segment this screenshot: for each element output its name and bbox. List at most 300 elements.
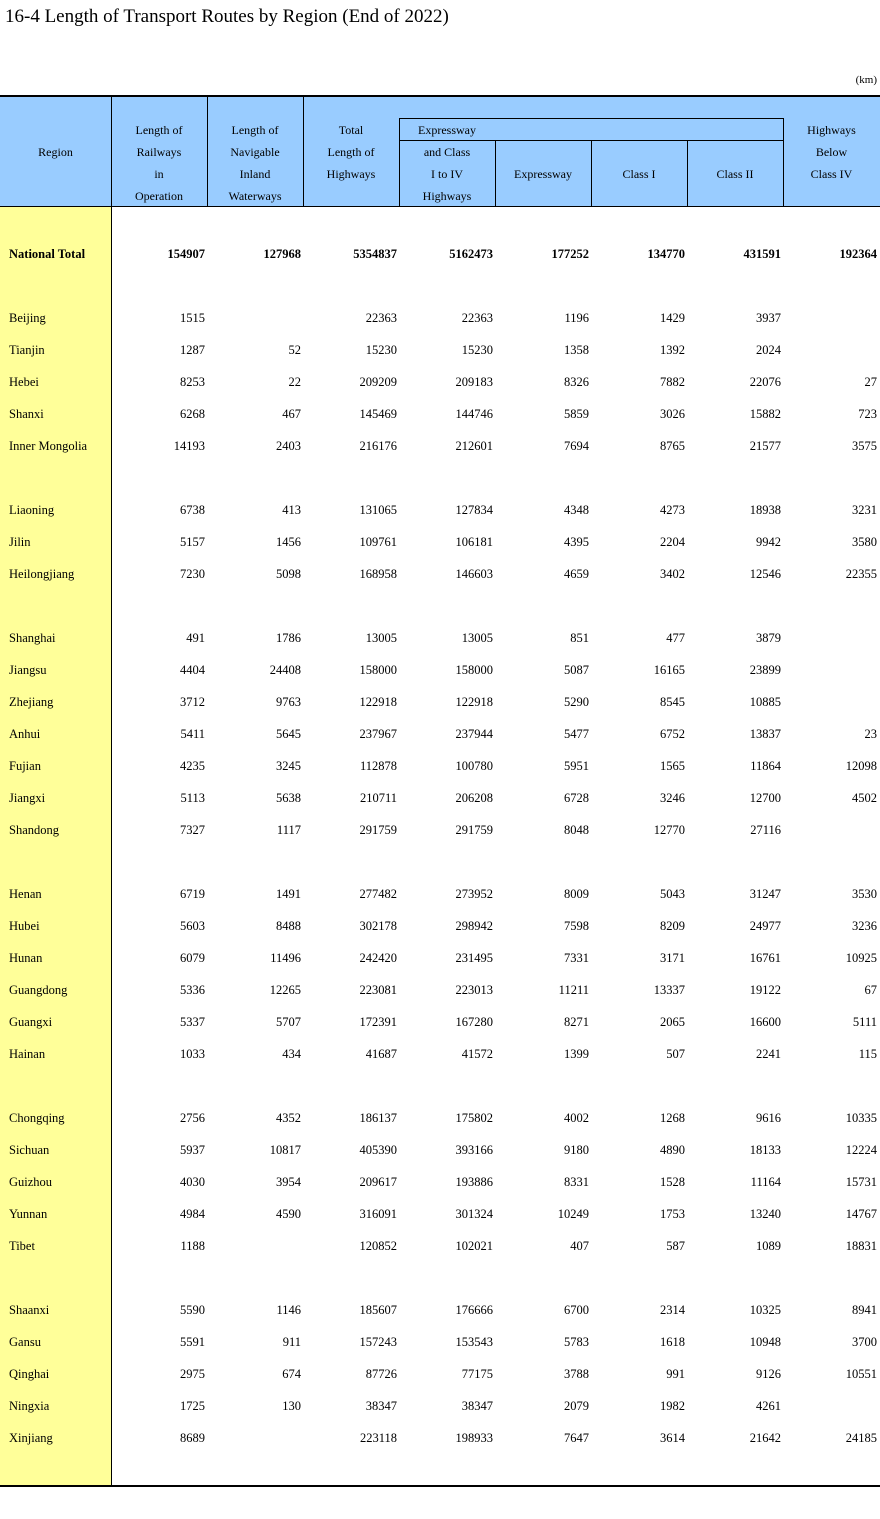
table-cell: 223118	[359, 1431, 397, 1445]
table-cell: 507	[666, 1047, 685, 1061]
region-name: Fujian	[9, 759, 41, 773]
region-name: Liaoning	[9, 503, 55, 517]
table-cell: 6752	[660, 727, 685, 741]
region-name: Guangxi	[9, 1015, 53, 1029]
table-cell: 22363	[461, 311, 493, 325]
table-cell: 16600	[749, 1015, 781, 1029]
table-cell: 5951	[564, 759, 589, 773]
table-cell: 1456	[276, 535, 301, 549]
table-cell: 14193	[173, 439, 205, 453]
table-row	[0, 1358, 880, 1390]
region-name: Heilongjiang	[9, 567, 75, 581]
region-name: Henan	[9, 887, 42, 901]
table-row	[0, 558, 880, 590]
table-cell: 5290	[564, 695, 589, 709]
table-cell: 3231	[852, 503, 877, 517]
table-cell: 10948	[749, 1335, 781, 1349]
region-name: Sichuan	[9, 1143, 50, 1157]
table-cell: 723	[858, 407, 877, 421]
table-cell: 193886	[455, 1175, 493, 1189]
table-cell: 7694	[564, 439, 589, 453]
table-row	[0, 750, 880, 782]
table-cell: 587	[666, 1239, 685, 1253]
table-cell: 109761	[359, 535, 397, 549]
table-cell: 2241	[756, 1047, 781, 1061]
table-cell: 8009	[564, 887, 589, 901]
table-cell: 8209	[660, 919, 685, 933]
region-name: Shanghai	[9, 631, 56, 645]
table-cell: 223013	[455, 983, 493, 997]
table-cell: 3614	[660, 1431, 685, 1445]
table-cell: 12700	[749, 791, 781, 805]
table-row	[0, 1038, 880, 1070]
table-row	[0, 910, 880, 942]
table-cell: 9616	[756, 1111, 781, 1125]
table-cell: 10817	[269, 1143, 301, 1157]
region-name: Jiangsu	[9, 663, 47, 677]
table-cell: 12265	[269, 983, 301, 997]
table-cell: 991	[666, 1367, 685, 1381]
table-cell: 3171	[660, 951, 685, 965]
table-row	[0, 814, 880, 846]
table-cell: 4502	[852, 791, 877, 805]
table-cell: 2065	[660, 1015, 685, 1029]
table-cell: 3575	[852, 439, 877, 453]
table-row	[0, 1422, 880, 1454]
table-cell: 5783	[564, 1335, 589, 1349]
table-cell: 122918	[455, 695, 493, 709]
table-row	[0, 1134, 880, 1166]
table-title: 16-4 Length of Transport Routes by Region (End of 2022)	[5, 6, 449, 27]
table-cell: 21577	[749, 439, 781, 453]
table-cell: 1429	[660, 311, 685, 325]
region-name: Hunan	[9, 951, 43, 965]
region-name: Tianjin	[9, 343, 45, 357]
table-cell: 22076	[749, 375, 781, 389]
table-cell: 1196	[564, 311, 589, 325]
table-cell: 231495	[455, 951, 493, 965]
table-cell: 13337	[653, 983, 685, 997]
table-cell: 1358	[564, 343, 589, 357]
table-cell: 4261	[756, 1399, 781, 1413]
table-cell: 4002	[564, 1111, 589, 1125]
table-cell: 186137	[359, 1111, 397, 1125]
table-cell: 6268	[180, 407, 205, 421]
table-cell: 10925	[845, 951, 877, 965]
region-name: Xinjiang	[9, 1431, 53, 1445]
table-cell: 413	[282, 503, 301, 517]
table-cell: 4348	[564, 503, 589, 517]
table-cell: 41687	[365, 1047, 397, 1061]
table-cell: 8326	[564, 375, 589, 389]
table-cell: 8689	[180, 1431, 205, 1445]
table-row	[0, 1102, 880, 1134]
table-row	[0, 398, 880, 430]
table-cell: 209183	[455, 375, 493, 389]
table-cell: 7331	[564, 951, 589, 965]
table-cell: 198933	[455, 1431, 493, 1445]
table-cell: 15731	[845, 1175, 877, 1189]
table-cell: 316091	[359, 1207, 397, 1221]
table-cell: 146603	[455, 567, 493, 581]
table-cell: 11864	[750, 759, 781, 773]
table-cell: 210711	[359, 791, 397, 805]
header-class2: Class II	[716, 167, 754, 181]
table-cell: 168958	[359, 567, 397, 581]
table-cell: 277482	[359, 887, 397, 901]
table-cell: 192364	[839, 247, 877, 261]
table-cell: 67	[864, 983, 877, 997]
table-cell: 10551	[845, 1367, 877, 1381]
table-cell: 15230	[365, 343, 397, 357]
table-cell: 291759	[359, 823, 397, 837]
table-cell: 11496	[270, 951, 301, 965]
table-cell: 15882	[749, 407, 781, 421]
table-cell: 467	[282, 407, 301, 421]
table-cell: 24185	[845, 1431, 877, 1445]
table-cell: 491	[186, 631, 205, 645]
table-cell: 1287	[180, 343, 205, 357]
table-cell: 3402	[660, 567, 685, 581]
table-cell: 5411	[180, 727, 205, 741]
table-cell: 12098	[845, 759, 877, 773]
region-name: Yunnan	[9, 1207, 48, 1221]
region-name: Inner Mongolia	[9, 439, 88, 453]
table-cell: 5111	[852, 1015, 877, 1029]
table-cell: 291759	[455, 823, 493, 837]
region-name: Hubei	[9, 919, 40, 933]
region-name: Ningxia	[9, 1399, 50, 1413]
header-waterways: Length of Navigable Inland Waterways	[228, 123, 282, 203]
table-cell: 27116	[750, 823, 781, 837]
table-row	[0, 1390, 880, 1422]
table-cell: 4395	[564, 535, 589, 549]
table-cell: 120852	[359, 1239, 397, 1253]
table-cell: 10325	[749, 1303, 781, 1317]
table-cell: 477	[666, 631, 685, 645]
table-row	[0, 526, 880, 558]
table-cell: 12770	[653, 823, 685, 837]
table-cell: 1528	[660, 1175, 685, 1189]
table-cell: 3879	[756, 631, 781, 645]
table-cell: 22363	[365, 311, 397, 325]
table-cell: 12224	[845, 1143, 877, 1157]
table-cell: 7327	[180, 823, 205, 837]
table-cell: 4890	[660, 1143, 685, 1157]
table-cell: 1565	[660, 759, 685, 773]
table-cell: 1786	[276, 631, 301, 645]
table-cell: 9180	[564, 1143, 589, 1157]
region-name: Guangdong	[9, 983, 68, 997]
table-cell: 13005	[365, 631, 397, 645]
table-row	[0, 430, 880, 462]
table-cell: 3530	[852, 887, 877, 901]
region-name: Qinghai	[9, 1367, 50, 1381]
table-cell: 5590	[180, 1303, 205, 1317]
table-cell: 8765	[660, 439, 685, 453]
table-cell: 8488	[276, 919, 301, 933]
table-cell: 15230	[461, 343, 493, 357]
table-cell: 5087	[564, 663, 589, 677]
table-cell: 176666	[455, 1303, 493, 1317]
table-cell: 216176	[359, 439, 397, 453]
table-cell: 4590	[276, 1207, 301, 1221]
table-cell: 2204	[660, 535, 685, 549]
table-cell: 185607	[359, 1303, 397, 1317]
table-cell: 6079	[180, 951, 205, 965]
region-name: Jilin	[9, 535, 31, 549]
table-cell: 13837	[749, 727, 781, 741]
table-row	[0, 718, 880, 750]
table-cell: 1392	[660, 343, 685, 357]
table-cell: 19122	[749, 983, 781, 997]
table-cell: 4984	[180, 1207, 205, 1221]
table-cell: 131065	[359, 503, 397, 517]
table-cell: 5603	[180, 919, 205, 933]
header-class1: Class I	[622, 167, 656, 181]
table-cell: 302178	[359, 919, 397, 933]
table-cell: 102021	[455, 1239, 493, 1253]
table-cell: 7598	[564, 919, 589, 933]
table-cell: 1188	[180, 1239, 205, 1253]
table-cell: 145469	[359, 407, 397, 421]
table-cell: 3788	[564, 1367, 589, 1381]
region-name: Jiangxi	[9, 791, 46, 805]
table-cell: 1033	[180, 1047, 205, 1061]
table-row	[0, 334, 880, 366]
table-cell: 134770	[647, 247, 685, 261]
table-cell: 24977	[749, 919, 781, 933]
table-cell: 9942	[756, 535, 781, 549]
table-row	[0, 494, 880, 526]
table-cell: 157243	[359, 1335, 397, 1349]
header-railways: Length of Railways in Operation	[135, 123, 183, 203]
table-cell: 301324	[455, 1207, 493, 1221]
table-cell: 16165	[653, 663, 685, 677]
table-cell: 1399	[564, 1047, 589, 1061]
table-cell: 5937	[180, 1143, 205, 1157]
unit-label: (km)	[855, 74, 877, 86]
table-cell: 22355	[845, 567, 877, 581]
table-cell: 5336	[180, 983, 205, 997]
table-cell: 6728	[564, 791, 589, 805]
table-cell: 130	[282, 1399, 301, 1413]
table-cell: 4352	[276, 1111, 301, 1125]
table-cell: 6700	[564, 1303, 589, 1317]
region-name: Shanxi	[9, 407, 44, 421]
table-cell: 16761	[749, 951, 781, 965]
national-total-row	[0, 238, 880, 270]
table-row	[0, 302, 880, 334]
table-cell: 172391	[359, 1015, 397, 1029]
table-cell: 1117	[276, 823, 301, 837]
table-cell: 298942	[455, 919, 493, 933]
table-row	[0, 622, 880, 654]
table-row	[0, 654, 880, 686]
table-cell: 10335	[845, 1111, 877, 1125]
header-region: Region	[38, 145, 73, 159]
table-cell: 1268	[660, 1111, 685, 1125]
table-cell: 144746	[455, 407, 493, 421]
region-name: Zhejiang	[9, 695, 54, 709]
table-cell: 1491	[276, 887, 301, 901]
table-cell: 4659	[564, 567, 589, 581]
table-cell: 9126	[756, 1367, 781, 1381]
table-cell: 209209	[359, 375, 397, 389]
region-name: Anhui	[9, 727, 41, 741]
table-cell: 5707	[276, 1015, 301, 1029]
table-cell: 3937	[756, 311, 781, 325]
table-cell: 18938	[749, 503, 781, 517]
table-cell: 8253	[180, 375, 205, 389]
top-rule	[0, 95, 880, 97]
region-name: Shandong	[9, 823, 59, 837]
table-cell: 209617	[359, 1175, 397, 1189]
table-cell: 4404	[180, 663, 205, 677]
table-cell: 23	[864, 727, 877, 741]
region-name: Beijing	[9, 311, 46, 325]
table-cell: 7230	[180, 567, 205, 581]
table-cell: 127834	[455, 503, 493, 517]
table-cell: 5162473	[449, 247, 493, 261]
table-cell: 27	[864, 375, 877, 389]
table-cell: 77175	[461, 1367, 493, 1381]
table-cell: 8545	[660, 695, 685, 709]
table-cell: 167280	[455, 1015, 493, 1029]
table-cell: 911	[282, 1335, 301, 1349]
table-cell: 7882	[660, 375, 685, 389]
table-cell: 106181	[455, 535, 493, 549]
table-cell: 13240	[749, 1207, 781, 1221]
bottom-rule	[0, 1485, 880, 1487]
table-cell: 3246	[660, 791, 685, 805]
table-cell: 3245	[276, 759, 301, 773]
table-cell: 242420	[359, 951, 397, 965]
header-expressway-group: Expressway and Class I to IV Highways	[418, 123, 476, 203]
table-cell: 1725	[180, 1399, 205, 1413]
table-cell: 2079	[564, 1399, 589, 1413]
table-cell: 405390	[359, 1143, 397, 1157]
table-cell: 11164	[750, 1175, 781, 1189]
table-cell: 23899	[749, 663, 781, 677]
table-cell: 434	[282, 1047, 301, 1061]
table-cell: 4235	[180, 759, 205, 773]
table-cell: 223081	[359, 983, 397, 997]
table-cell: 1089	[756, 1239, 781, 1253]
table-cell: 52	[288, 343, 301, 357]
table-cell: 11211	[558, 983, 589, 997]
table-cell: 24408	[269, 663, 301, 677]
table-cell: 3580	[852, 535, 877, 549]
table-cell: 175802	[455, 1111, 493, 1125]
region-name: Guizhou	[9, 1175, 53, 1189]
table-row	[0, 974, 880, 1006]
table-cell: 112878	[359, 759, 397, 773]
table-cell: 6738	[180, 503, 205, 517]
table-row	[0, 1326, 880, 1358]
table-cell: 851	[570, 631, 589, 645]
table-cell: 158000	[359, 663, 397, 677]
table-cell: 10885	[749, 695, 781, 709]
table-row	[0, 878, 880, 910]
table-cell: 18831	[845, 1239, 877, 1253]
table-row	[0, 366, 880, 398]
table-cell: 158000	[455, 663, 493, 677]
table-cell: 1618	[660, 1335, 685, 1349]
table-row	[0, 1006, 880, 1038]
table-cell: 1515	[180, 311, 205, 325]
table-cell: 13005	[461, 631, 493, 645]
table-cell: 177252	[551, 247, 589, 261]
table-cell: 5591	[180, 1335, 205, 1349]
table-cell: 674	[282, 1367, 301, 1381]
table-cell: 4273	[660, 503, 685, 517]
table-cell: 3712	[180, 695, 205, 709]
table-row	[0, 1166, 880, 1198]
table-cell: 87726	[365, 1367, 397, 1381]
region-name: Chongqing	[9, 1111, 65, 1125]
region-name: Gansu	[9, 1335, 41, 1349]
table-cell: 7647	[564, 1431, 589, 1445]
table-cell: 8331	[564, 1175, 589, 1189]
table-cell: 127968	[263, 247, 301, 261]
table-cell: 5043	[660, 887, 685, 901]
table-cell: 206208	[455, 791, 493, 805]
table-row	[0, 686, 880, 718]
region-name: Hainan	[9, 1047, 46, 1061]
table-cell: 4030	[180, 1175, 205, 1189]
table-cell: 115	[858, 1047, 877, 1061]
table-cell: 10249	[557, 1207, 589, 1221]
table-cell: 153543	[455, 1335, 493, 1349]
table-cell: 237944	[455, 727, 493, 741]
table-cell: 3700	[852, 1335, 877, 1349]
header-expressway: Expressway	[514, 167, 572, 181]
table-cell: 212601	[455, 439, 493, 453]
table-cell: 2403	[276, 439, 301, 453]
region-name: Tibet	[9, 1239, 35, 1253]
table-row	[0, 1198, 880, 1230]
table-cell: 5477	[564, 727, 589, 741]
table-cell: 3026	[660, 407, 685, 421]
table-cell: 38347	[365, 1399, 397, 1413]
table-cell: 393166	[455, 1143, 493, 1157]
table-cell: 21642	[749, 1431, 781, 1445]
table-cell: 8048	[564, 823, 589, 837]
table-cell: 2975	[180, 1367, 205, 1381]
table-cell: 3236	[852, 919, 877, 933]
table-cell: 9763	[276, 695, 301, 709]
table-cell: 5645	[276, 727, 301, 741]
table-cell: 3954	[276, 1175, 301, 1189]
table-cell: 12546	[749, 567, 781, 581]
table-row	[0, 942, 880, 974]
table-cell: 31247	[749, 887, 781, 901]
region-name: Hebei	[9, 375, 39, 389]
table-row	[0, 782, 880, 814]
table-cell: 18133	[749, 1143, 781, 1157]
region-name: National Total	[9, 247, 86, 261]
header-highways-total: Total Length of Highways	[326, 123, 376, 181]
table-cell: 273952	[455, 887, 493, 901]
table-cell: 2024	[756, 343, 781, 357]
table-cell: 5113	[180, 791, 205, 805]
table-cell: 5098	[276, 567, 301, 581]
table-cell: 5337	[180, 1015, 205, 1029]
table-cell: 431591	[743, 247, 781, 261]
region-name: Shaanxi	[9, 1303, 50, 1317]
table-cell: 14767	[845, 1207, 877, 1221]
